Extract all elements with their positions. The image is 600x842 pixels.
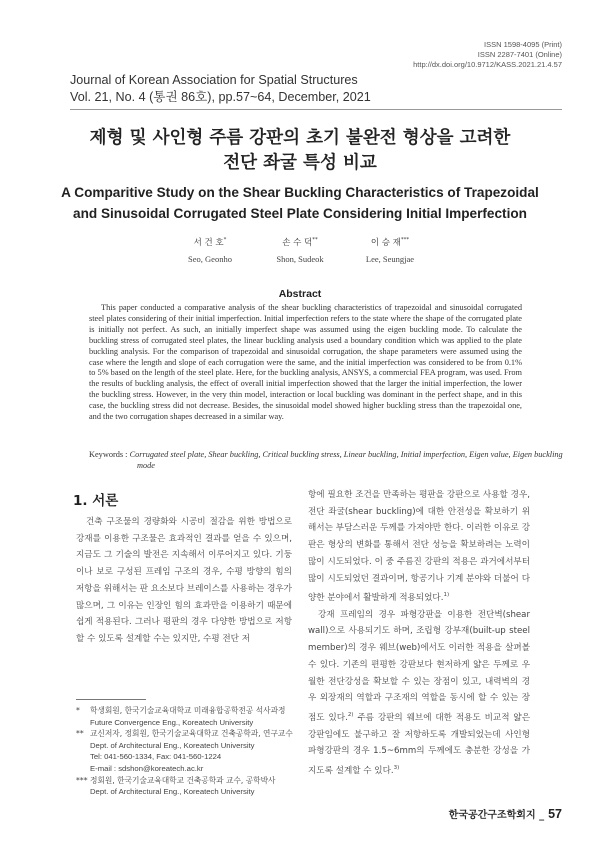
author-3-mark: *** [400, 237, 410, 243]
author-1-korean: 서 건 호 [193, 237, 224, 248]
korean-title-line1: 제형 및 사인형 주름 강판의 초기 불완전 형상을 고려한 [89, 128, 511, 148]
journal-name: Journal of Korean Association for Spatial Structures [70, 73, 358, 87]
author-3-korean: 이 승 재 [370, 237, 401, 248]
footnote-rule [76, 699, 146, 700]
intro-left-paragraph: 건축 구조물의 경량화와 시공비 절감을 위한 방법으로 강재를 이용한 구조물은 효과적인 결과를 얻을 수 있으며, 지금도 그 기술의 발전은 지속해서 이루어지고 있다. 기둥이나 보로 구성된 프레임 구조의 경우, 수평 방향의 힘의 저항을 위해서는 판 요소보다 브레이스를 사용하는 경우가 많으며, 그 이유는 인장인 힘의 효과만을 이용하기 때문에 쉽게 적용된다. 그러나 평판의 경우 다양한 방법으로 저항할 수 있도록 설계할 수는 있지만, 수평 전단 저 [76, 517, 292, 644]
korean-title-line2: 전단 좌굴 특성 비교 [223, 153, 377, 173]
reference-3[interactable]: 3) [393, 764, 400, 771]
doi-link[interactable]: http://dx.doi.org/10.9712/KASS.2021.21.4.57 [413, 60, 562, 69]
abstract-text: This paper conducted a comparative analysis of the shear buckling characteristics of trapezoidal and sinusoidal corrugated steel plates considering of their initial imperfection. Initial imperfection refers to the state where the shape of the corrugated plate is initially not perfect. As such, an initially imperfect shape was assumed using the eigen buckling mode. To calculate the buckling stress of corrugated steel plates, the linear buckling analysis used a boundary condition which was applied to the plate buckling analysis. For the comparison of trapezoidal and sinusoidal corrugation, the shape parameters were assumed using the case where the length and slope of each corrugation were the same, and the initial imperfection was considered to be from 0.1% to 5% based on the length of the steel plate. Here, for the buckling analysis, ANSYS, a commercial FEA program, was used. From the results of buckling analysis, the effect of overall initial imperfection showed that the larger the initial imperfection, the lower the buckling stress. However, in the very thin model, interaction or local buckling was dominant in the perfect shape, and in this case, the buckling stress did not decrease. Besides, the sinusoidal model showed higher buckling stress than the trapezoidal one, and the two corrugation shapes decreased in a similar way. [89, 303, 522, 422]
page-number: 57 [548, 807, 562, 821]
footer-journal-name: 한국공간구조학회지 _ [448, 810, 545, 821]
footnote-1-english: Future Convergence Eng., Koreatech University [90, 717, 254, 727]
footnote-3-korean: 정회원, 한국기술교육대학교 건축공학과 교수, 공학박사 [90, 775, 276, 785]
footnote-2 [76, 728, 298, 774]
reference-1[interactable]: 1) [443, 592, 450, 599]
intro-right-paragraph-2a-text: 강재 프레임의 경우 파형강판을 이용한 전단벽(shear wall)으로 사용되기도 하며, 조립형 강부재(built-up steel member)의 경우 웨브(web)에서도 이러한 적용을 살펴볼 수 있다. 기존의 편평한 강판보다 현저하게 얇은 두께로 우월한 전단강성을 확보할 수 있는 장점이 있고, 내력벽의 경우 외장재의 역할과 구조재의 역할을 동시에 할 수 있는 장점도 있다. [308, 609, 530, 723]
keywords-text: Corrugated steel plate, Shear buckling, Critical buckling stress, Linear buckling, Initial imperfection, Eigen value, Eigen buckling mode [129, 450, 563, 470]
footnote-1 [76, 705, 298, 728]
reference-2[interactable]: 2) [347, 712, 354, 718]
english-title [0, 182, 600, 224]
footnote-3 [76, 775, 298, 798]
abstract-heading: Abstract [278, 288, 322, 300]
footnote-1-mark: * [76, 706, 80, 715]
keywords-label: Keywords : [89, 450, 128, 459]
intro-right-column [308, 487, 530, 780]
author-2-english: Shon, Sudeok [276, 253, 324, 264]
footnotes [76, 705, 298, 798]
footnote-3-english: Dept. of Architectural Eng., Koreatech University [90, 787, 255, 797]
intro-right-paragraph-2b-text: 주름 강판의 웨브에 대한 적용도 비교적 얇은 강판임에도 불구하고 잘 저항하도록 개발되었는데 사인형 파형강판의 경우 1.5~6mm의 두께에도 충분한 강성을 가지도록 설계할 수 있다. [308, 712, 530, 776]
page-footer [449, 806, 562, 821]
footnote-1-korean: 학생회원, 한국기술교육대학교 미래융합공학전공 석사과정 [90, 706, 286, 715]
author-2-mark: ** [312, 237, 318, 243]
korean-title [0, 126, 600, 176]
section-heading: 1. 서론 [73, 493, 119, 509]
issn-online: ISSN 2287-7401 (Online) [477, 50, 562, 59]
author-3-english: Lee, Seungjae [365, 253, 415, 264]
author-1-english: Seo, Geonho [188, 253, 232, 264]
intro-right-paragraph-1 [308, 487, 530, 607]
footnote-2-korean: 교신저자, 정회원, 한국기술교육대학교 건축공학과, 연구교수 [90, 729, 293, 739]
journal-issue: Vol. 21, No. 4 (통권 86호), pp.57~64, December, 2021 [70, 90, 371, 104]
header-rule [70, 109, 562, 110]
issn-block [413, 40, 562, 70]
intro-right-paragraph-1-text: 항에 필요한 조건을 만족하는 평판을 강판으로 사용할 경우, 전단 좌굴(shear buckling)에 대한 안전성을 확보하기 위해서는 부담스러운 두께를 가져야만 한다. 이러한 이유로 강판은 형상의 변화를 통해서 전단 성능을 확보하려는 노력이 많이 시도되었다. 이 중 주름진 강판의 적용은 과거에서부터 많이 시도되었던 결과이며, 항공기나 기계 분야와 더불어 다양한 분야에서 활발하게 적용되었다. [308, 490, 530, 604]
keywords [89, 449, 577, 471]
intro-right-paragraph-2 [308, 607, 530, 780]
footnote-2-mark: ** [76, 729, 84, 739]
footnote-2-tel: Tel: 041-560-1334, Fax: 041-560-1224 [90, 752, 222, 762]
author-2-korean: 손 수 덕 [282, 237, 313, 248]
author-1-mark: * [223, 237, 227, 243]
author-3 [330, 234, 450, 265]
footnote-2-email[interactable]: E-mail : sdshon@koreatech.ac.kr [90, 763, 204, 773]
journal-info [70, 72, 371, 106]
english-title-line2: and Sinusoidal Corrugated Steel Plate Considering Initial Imperfection [73, 206, 527, 221]
footnote-3-mark: *** [76, 775, 88, 785]
footnote-2-english: Dept. of Architectural Eng., Koreatech University [90, 740, 255, 750]
issn-print: ISSN 1598-4095 (Print) [484, 40, 562, 49]
english-title-line1: A Comparitive Study on the Shear Buckling Characteristics of Trapezoidal [61, 185, 539, 200]
